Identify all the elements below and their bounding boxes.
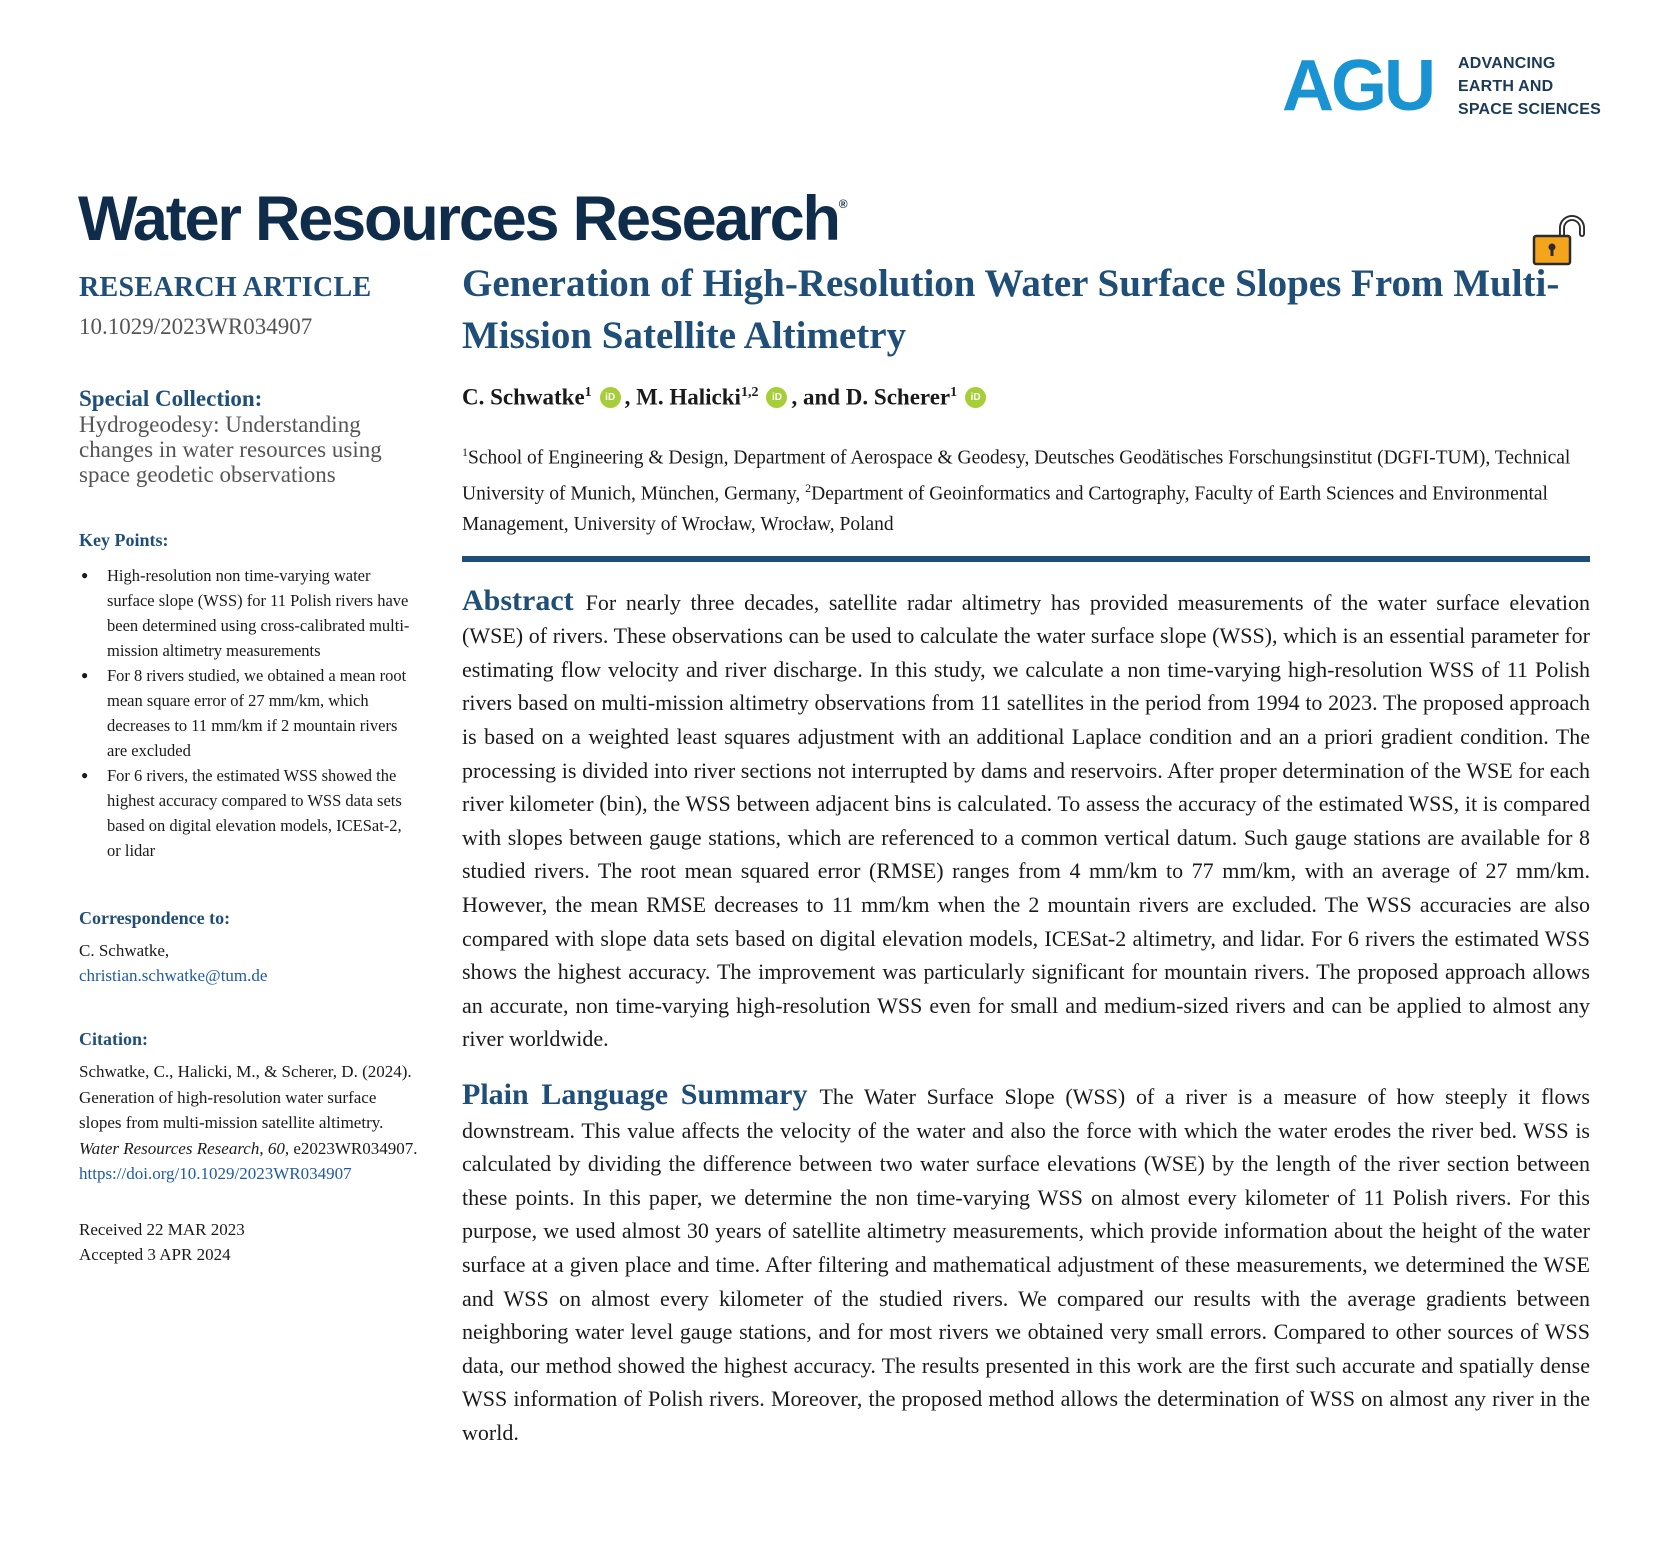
author-name[interactable]: M. Halicki: [636, 384, 741, 410]
citation-journal: Water Resources Research: [79, 1138, 260, 1158]
key-point: ● For 8 rivers studied, we obtained a mean root mean square error of 27 mm/km, which decreases to 11 mm/km if 2 mountain rivers are excluded: [79, 663, 419, 763]
citation-doi-link[interactable]: https://doi.org/10.1029/2023WR034907: [79, 1164, 352, 1183]
journal-title: [78, 183, 848, 255]
special-collection-heading: Special Collection:: [79, 386, 263, 411]
article-type: RESEARCH ARTICLE: [79, 272, 372, 303]
article-doi[interactable]: 10.1029/2023WR034907: [79, 314, 313, 339]
article-title: Generation of High-Resolution Water Surface Slopes From Multi-Mission Satellite Altimetry: [462, 262, 1560, 357]
correspondence-name: C. Schwatke,: [79, 941, 170, 960]
abstract-text: For nearly three decades, satellite radar altimetry has provided measurements of the water surface elevation (WSE) of rivers. These observations can be used to calculate the water surface slope (WSS), which is an essential parameter for estimating flow velocity and river discharge. In this study, we calculate a non time-varying high-resolution WSS of 11 Polish rivers based on multi-mission altimetry observations from 11 satellites in the period from 1994 to 2023. The proposed approach is based on a weighted least squares adjustment with an additional Laplace condition and an a priori gradient condition. The processing is divided into river sections not interrupted by dams and reservoirs. After proper determination of the WSE for each river kilometer (bin), the WSS between adjacent bins is calculated. To assess the accuracy of the estimated WSS, it is compared with slopes between gauge stations, which are referenced to a common vertical datum. Such gauge stations are available for 8 studied rivers. The root mean squared error (RMSE) ranges from 4 mm/km to 77 mm/km, with an average of 27 mm/km. However, the mean RMSE decreases to 11 mm/km when the 2 mountain rivers are excluded. The WSS accuracies are also compared with slope data sets based on digital elevation models, ICESat-2 altimetry, and lidar. For 6 rivers the estimated WSS shows the highest accuracy. The improvement was particularly significant for mountain rivers. The proposed approach allows an accurate, non time-varying high-resolution WSS even for small and medium-sized rivers and can be applied to almost any river worldwide.: [462, 589, 1590, 1052]
affiliation-text: Department of Geoinformatics and Cartography, Faculty of Earth Sciences and Environmental Management, University of Wrocław, Wrocław, Poland: [462, 483, 1548, 535]
key-points-list: [79, 563, 419, 863]
orcid-icon[interactable]: iD: [600, 387, 621, 408]
agu-logo-text: AGU: [1282, 50, 1433, 126]
correspondence-heading: Correspondence to:: [79, 908, 231, 928]
orcid-icon[interactable]: iD: [766, 387, 787, 408]
sidebar: [79, 272, 419, 1267]
author-list: [462, 378, 1590, 413]
citation-article-id: , e2023WR034907.: [284, 1138, 418, 1158]
citation-heading: Citation:: [79, 1029, 148, 1049]
special-collection-text: Hydrogeodesy: Understanding changes in water resources using space geodetic observations: [79, 412, 382, 487]
key-points-heading: Key Points:: [79, 530, 169, 550]
agu-tagline-line: SPACE SCIENCES: [1458, 101, 1601, 118]
journal-title-text: Water Resources Research: [78, 184, 839, 254]
agu-tagline: [1458, 52, 1601, 121]
registered-mark: ®: [838, 197, 848, 211]
key-point: ● For 6 rivers, the estimated WSS showed the highest accuracy compared to WSS data sets based on digital elevation models, ICESat-2, or lidar: [79, 763, 419, 863]
author-affiliation-sup: 1,2: [740, 385, 759, 400]
citation-text: [79, 1059, 419, 1187]
author-affiliation-sup: 1: [584, 385, 592, 400]
main-content: [462, 258, 1590, 1472]
citation-comma: ,: [259, 1138, 268, 1158]
citation-authors-title: Schwatke, C., Halicki, M., & Scherer, D. (2024). Generation of high-resolution water surface slopes from multi-mission satellite altimetry.: [79, 1062, 412, 1132]
agu-tagline-line: EARTH AND: [1458, 78, 1554, 95]
agu-tagline-line: ADVANCING: [1458, 55, 1556, 72]
correspondence-email-link[interactable]: christian.schwatke@tum.de: [79, 966, 268, 985]
received-date: Received 22 MAR 2023: [79, 1219, 245, 1239]
author-name[interactable]: D. Scherer: [845, 384, 951, 410]
plain-language-summary-section: [462, 1078, 1590, 1450]
affiliation-text: School of Engineering & Design, Department of Aerospace & Geodesy, Deutsches Geodätisches Forschungsinstitut (DGFI-TUM), Technical University of Munich, München, Germany,: [462, 447, 1571, 505]
abstract-heading: Abstract: [462, 583, 574, 617]
author-separator: , and: [791, 384, 846, 410]
citation-volume: 60: [267, 1138, 285, 1158]
section-divider: [462, 556, 1590, 562]
affiliation-marker: 1: [462, 444, 468, 459]
article-dates: [79, 1217, 419, 1267]
plain-language-summary-text: The Water Surface Slope (WSS) of a river is a measure of how steeply it flows downstream. This value affects the velocity of the water and also the force with which the water erodes the river bed. WSS is calculated by dividing the difference between two water surface elevations (WSE) by the length of the river section between these points. In this paper, we determine the non time-varying WSS on almost every kilometer of 11 Polish rivers. For this purpose, we used almost 30 years of satellite altimetry measurements, which provide information about the height of the water surface at a given place and time. After filtering and mathematical adjustment of these measurements, we determined the WSE and WSS on almost every kilometer of the studied rivers. We compared our results with the average gradients between neighboring water level gauge stations, and for most rivers we obtained very small errors. Compared to other sources of WSS data, our method showed the highest accuracy. The results presented in this work are the first such accurate and spatially dense WSS information of Polish rivers. Moreover, the proposed method allows the determination of WSS on almost any river in the world.: [462, 1083, 1590, 1445]
orcid-icon[interactable]: iD: [965, 387, 986, 408]
accepted-date: Accepted 3 APR 2024: [79, 1244, 231, 1264]
author-separator: ,: [624, 384, 637, 410]
affiliations: [462, 437, 1590, 540]
affiliation-marker: 2: [805, 481, 812, 496]
author-affiliation-sup: 1: [950, 385, 958, 400]
abstract-section: [462, 584, 1590, 1056]
plain-language-summary-heading: Plain Language Summary: [462, 1077, 808, 1111]
key-point: ● High-resolution non time-varying water surface slope (WSS) for 11 Polish rivers have been determined using cross-calibrated multi-mission altimetry measurements: [79, 563, 419, 663]
author-name[interactable]: C. Schwatke: [462, 384, 585, 410]
